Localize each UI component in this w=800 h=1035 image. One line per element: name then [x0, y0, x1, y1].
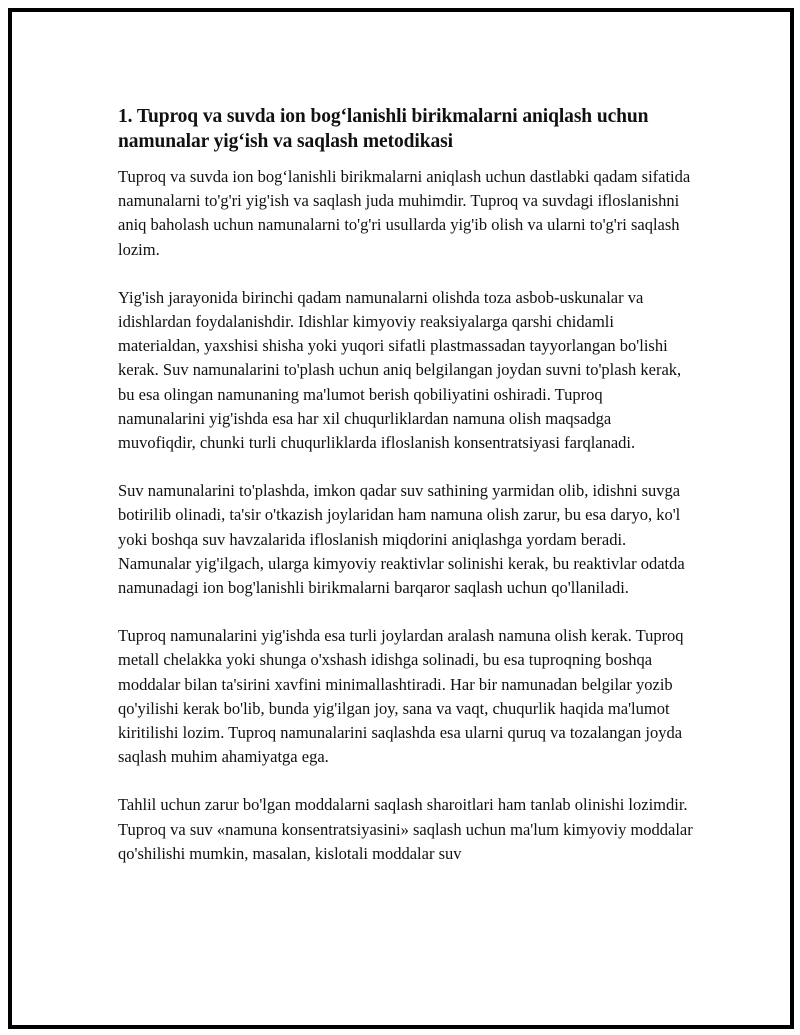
document-body [118, 104, 693, 890]
page-border [8, 8, 794, 1029]
paragraph-4: Tuproq namunalarini yig'ishda esa turli joylardan aralash namuna olish kerak. Tuproq metall chelakka yoki shunga o'xshash idishga solinadi, bu esa tuproqning boshqa moddalar bilan ta'sirini xavfini minimallashtiradi. Har bir namunadan belgilar yozib qo'yilishi kerak bo'lib, bunda yig'ilgan joy, sana va vaqt, chuqurlik haqida ma'lumot kiritilishi lozim. Tuproq namunalarini saqlashda esa ularni quruq va tozalangan joyda saqlash muhim ahamiyatga ega. [118, 626, 684, 767]
paragraph-5: Tahlil uchun zarur bo'lgan moddalarni saqlash sharoitlari ham tanlab olinishi lozimdir. Tuproq va suv «namuna konsentratsiyasini» saqlash uchun ma'lum kimyoviy moddalar qo'shilishi mumkin, masalan, kislotali moddalar suv [118, 795, 693, 863]
paragraph-2: Yig'ish jarayonida birinchi qadam namunalarni olishda toza asbob-uskunalar va idishlardan foydalanishdir. Idishlar kimyoviy reaksiyalarga qarshi chidamli materialdan, yaxshisi shisha yoki yuqori sifatli plastmassadan tayyorlangan bo'lishi kerak. Suv namunalarini to'plash uchun aniq belgilangan joydan suvni to'plash kerak, bu esa olingan namunaning ma'lumot berish qobiliyatini oshiradi. Tuproq namunalarini yig'ishda esa har xil chuqurliklardan namuna olish maqsadga muvofiqdir, chunki turli chuqurliklarda ifloslanish konsentratsiyasi farqlanadi. [118, 287, 682, 453]
section-heading: 1. Tuproq va suvda ion bog‘lanishli birikmalarni aniqlash uchun namunalar yig‘ish va saqlash metodikasi [118, 106, 649, 152]
paragraph-1: Tuproq va suvda ion bog‘lanishli birikmalarni aniqlash uchun dastlabki qadam sifatida namunalarni to'g'ri yig'ish va saqlash juda muhimdir. Tuproq va suvdagi ifloslanishni aniq baholash uchun namunalarni to'g'ri usullarda yig'ib olish va ularni to'g'ri saqlash lozim. [118, 167, 691, 259]
paragraph-3: Suv namunalarini to'plashda, imkon qadar suv sathining yarmidan olib, idishni suvga botirilib olinadi, ta'sir o'tkazish joylaridan ham namuna olish zarur, bu esa daryo, ko'l yoki boshqa suv havzalarida ifloslanish miqdorini aniqlashga yordam beradi. Namunalar yig'ilgach, ularga kimyoviy reaktivlar solinishi kerak, bu reaktivlar odatda namunadagi ion bog'lanishli birikmalarni barqaror saqlash uchun qo'llaniladi. [118, 481, 685, 598]
